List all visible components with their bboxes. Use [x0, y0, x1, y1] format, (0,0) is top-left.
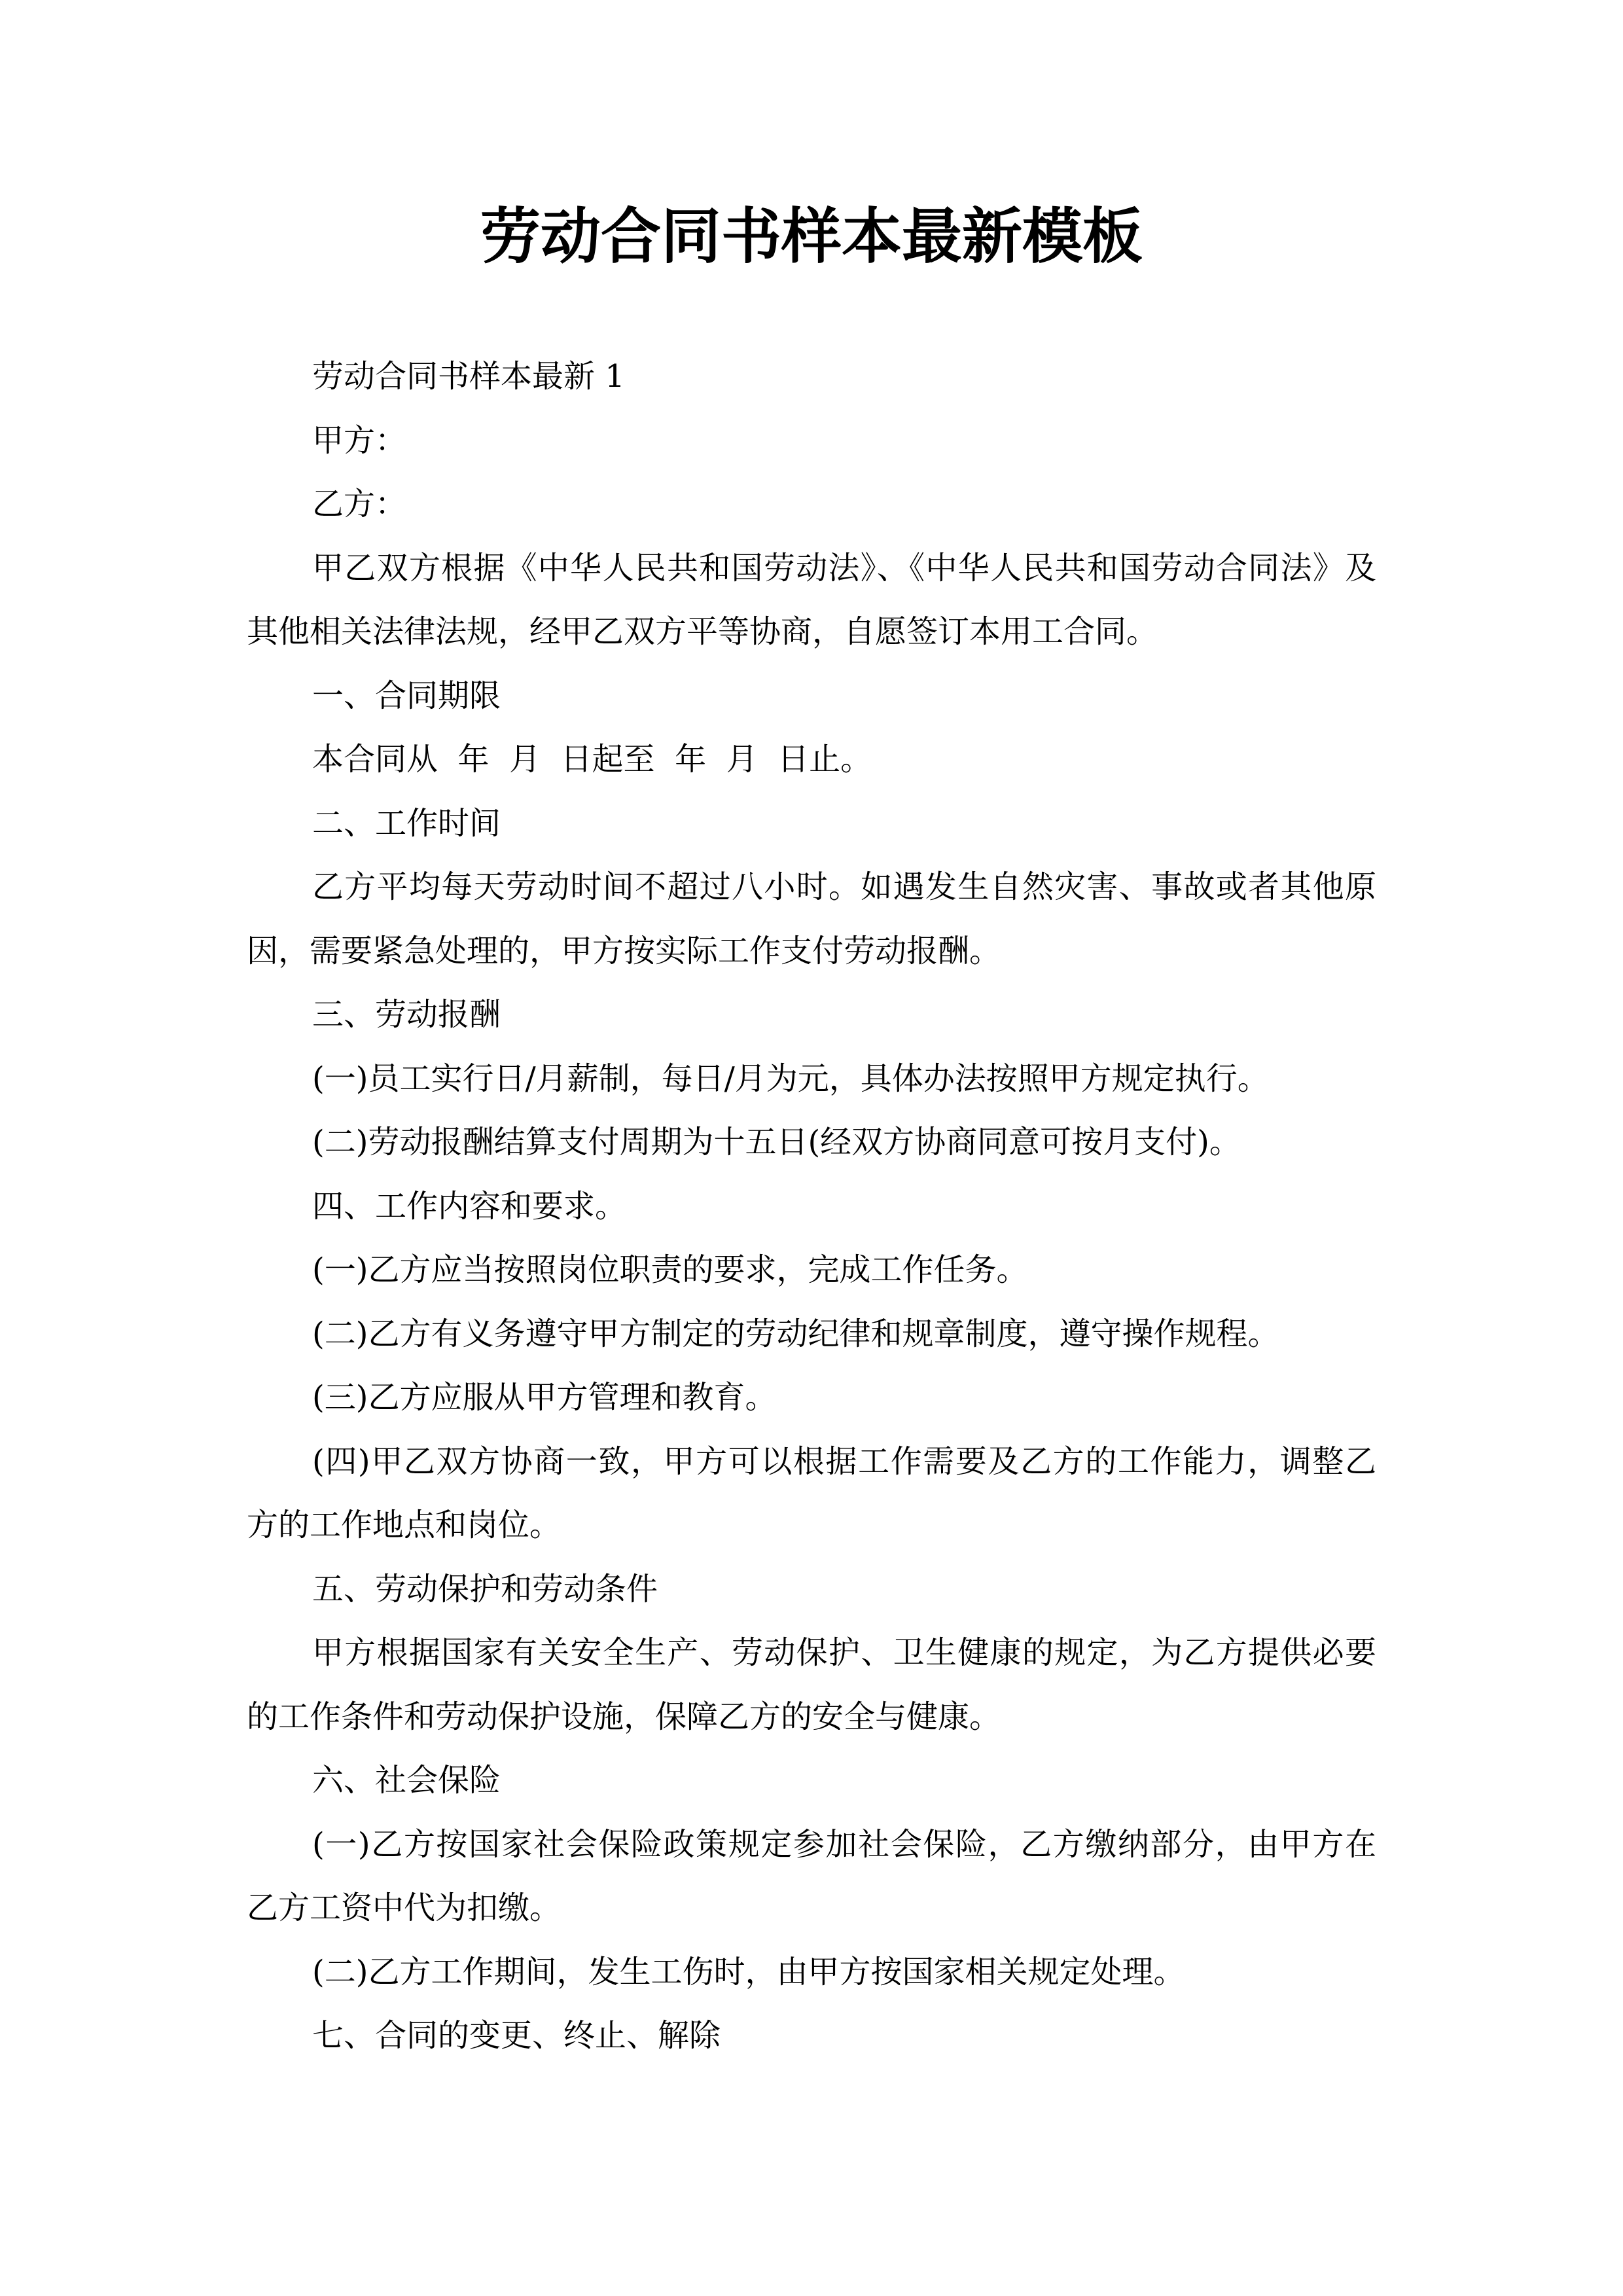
paragraph-line: (一)乙方应当按照岗位职责的要求，完成工作任务。	[312, 1251, 1028, 1288]
clause-payment-cycle	[247, 1111, 1376, 1175]
paragraph-line: 乙方：	[312, 486, 407, 522]
clause-work-injury	[247, 1941, 1376, 2005]
paragraph-line: (三)乙方应服从甲方管理和教育。	[312, 1379, 777, 1416]
party-b-label	[247, 473, 1376, 537]
clause-contract-period	[247, 728, 1376, 792]
section-heading-contract-changes	[247, 2004, 1376, 2068]
paragraph-line: 甲乙双方根据《中华人民共和国劳动法》、《中华人民共和国劳动合同法》及	[312, 549, 1376, 586]
paragraph-line: 一、合同期限	[312, 677, 501, 714]
clause-salary-system	[247, 1047, 1376, 1111]
paragraph-line: 二、工作时间	[312, 804, 501, 842]
paragraph-line: 六、社会保险	[312, 1762, 501, 1799]
paragraph-line: (一)乙方按国家社会保险政策规定参加社会保险，乙方缴纳部分，由甲方在	[312, 1825, 1376, 1863]
party-a-label	[247, 409, 1376, 473]
clause-job-duties	[247, 1238, 1376, 1302]
paragraph-line: (二)劳动报酬结算支付周期为十五日(经双方协商同意可按月支付)。	[312, 1124, 1241, 1160]
clause-safety-conditions	[247, 1621, 1376, 1749]
paragraph-line: 甲方：	[312, 422, 407, 459]
paragraph-line: 甲方根据国家有关安全生产、劳动保护、卫生健康的规定，为乙方提供必要	[312, 1634, 1376, 1671]
paragraph-line: 劳动合同书样本最新 1	[312, 358, 625, 395]
section-heading-contract-term	[247, 664, 1376, 728]
clause-labor-discipline	[247, 1302, 1376, 1367]
section-heading-labor-protection	[247, 1558, 1376, 1622]
section-heading-job-content	[247, 1175, 1376, 1239]
paragraph-line: 七、合同的变更、终止、解除	[312, 2017, 721, 2054]
paragraph-line: 因，需要紧急处理的，甲方按实际工作支付劳动报酬。	[247, 932, 1001, 969]
paragraph-line: 五、劳动保护和劳动条件	[312, 1570, 658, 1607]
clause-insurance-contribution	[247, 1813, 1376, 1941]
paragraph-line: 的工作条件和劳动保护设施，保障乙方的安全与健康。	[247, 1698, 1001, 1735]
paragraph-line: (二)乙方工作期间，发生工伤时，由甲方按国家相关规定处理。	[312, 1953, 1185, 1990]
clause-working-hours	[247, 855, 1376, 983]
section-heading-social-insurance	[247, 1749, 1376, 1813]
paragraph-line: 四、工作内容和要求。	[312, 1187, 627, 1225]
subtitle-paragraph	[247, 345, 1376, 409]
paragraph-line: 三、劳动报酬	[312, 996, 501, 1033]
paragraph-line: 乙方工资中代为扣缴。	[247, 1890, 562, 1926]
paragraph-line: 乙方平均每天劳动时间不超过八小时。如遇发生自然灾害、事故或者其他原	[312, 869, 1376, 905]
paragraph-line: 本合同从 年 月 日起至 年 月 日止。	[312, 741, 872, 778]
paragraph-line: 其他相关法律法规，经甲乙双方平等协商，自愿签订本用工合同。	[247, 613, 1158, 650]
clause-obey-management	[247, 1366, 1376, 1430]
clause-job-adjustment	[247, 1430, 1376, 1558]
paragraph-line: 方的工作地点和岗位。	[247, 1507, 562, 1543]
paragraph-line: (二)乙方有义务遵守甲方制定的劳动纪律和规章制度，遵守操作规程。	[312, 1315, 1279, 1352]
preamble-paragraph	[247, 537, 1376, 664]
paragraph-line: (一)员工实行日/月薪制，每日/月为元，具体办法按照甲方规定执行。	[312, 1060, 1269, 1097]
section-heading-working-hours	[247, 792, 1376, 856]
document-title: 劳动合同书样本最新模板	[480, 201, 1143, 272]
paragraph-line: (四)甲乙双方协商一致，甲方可以根据工作需要及乙方的工作能力，调整乙	[312, 1443, 1376, 1480]
document-body	[247, 345, 1376, 2068]
section-heading-remuneration	[247, 983, 1376, 1047]
